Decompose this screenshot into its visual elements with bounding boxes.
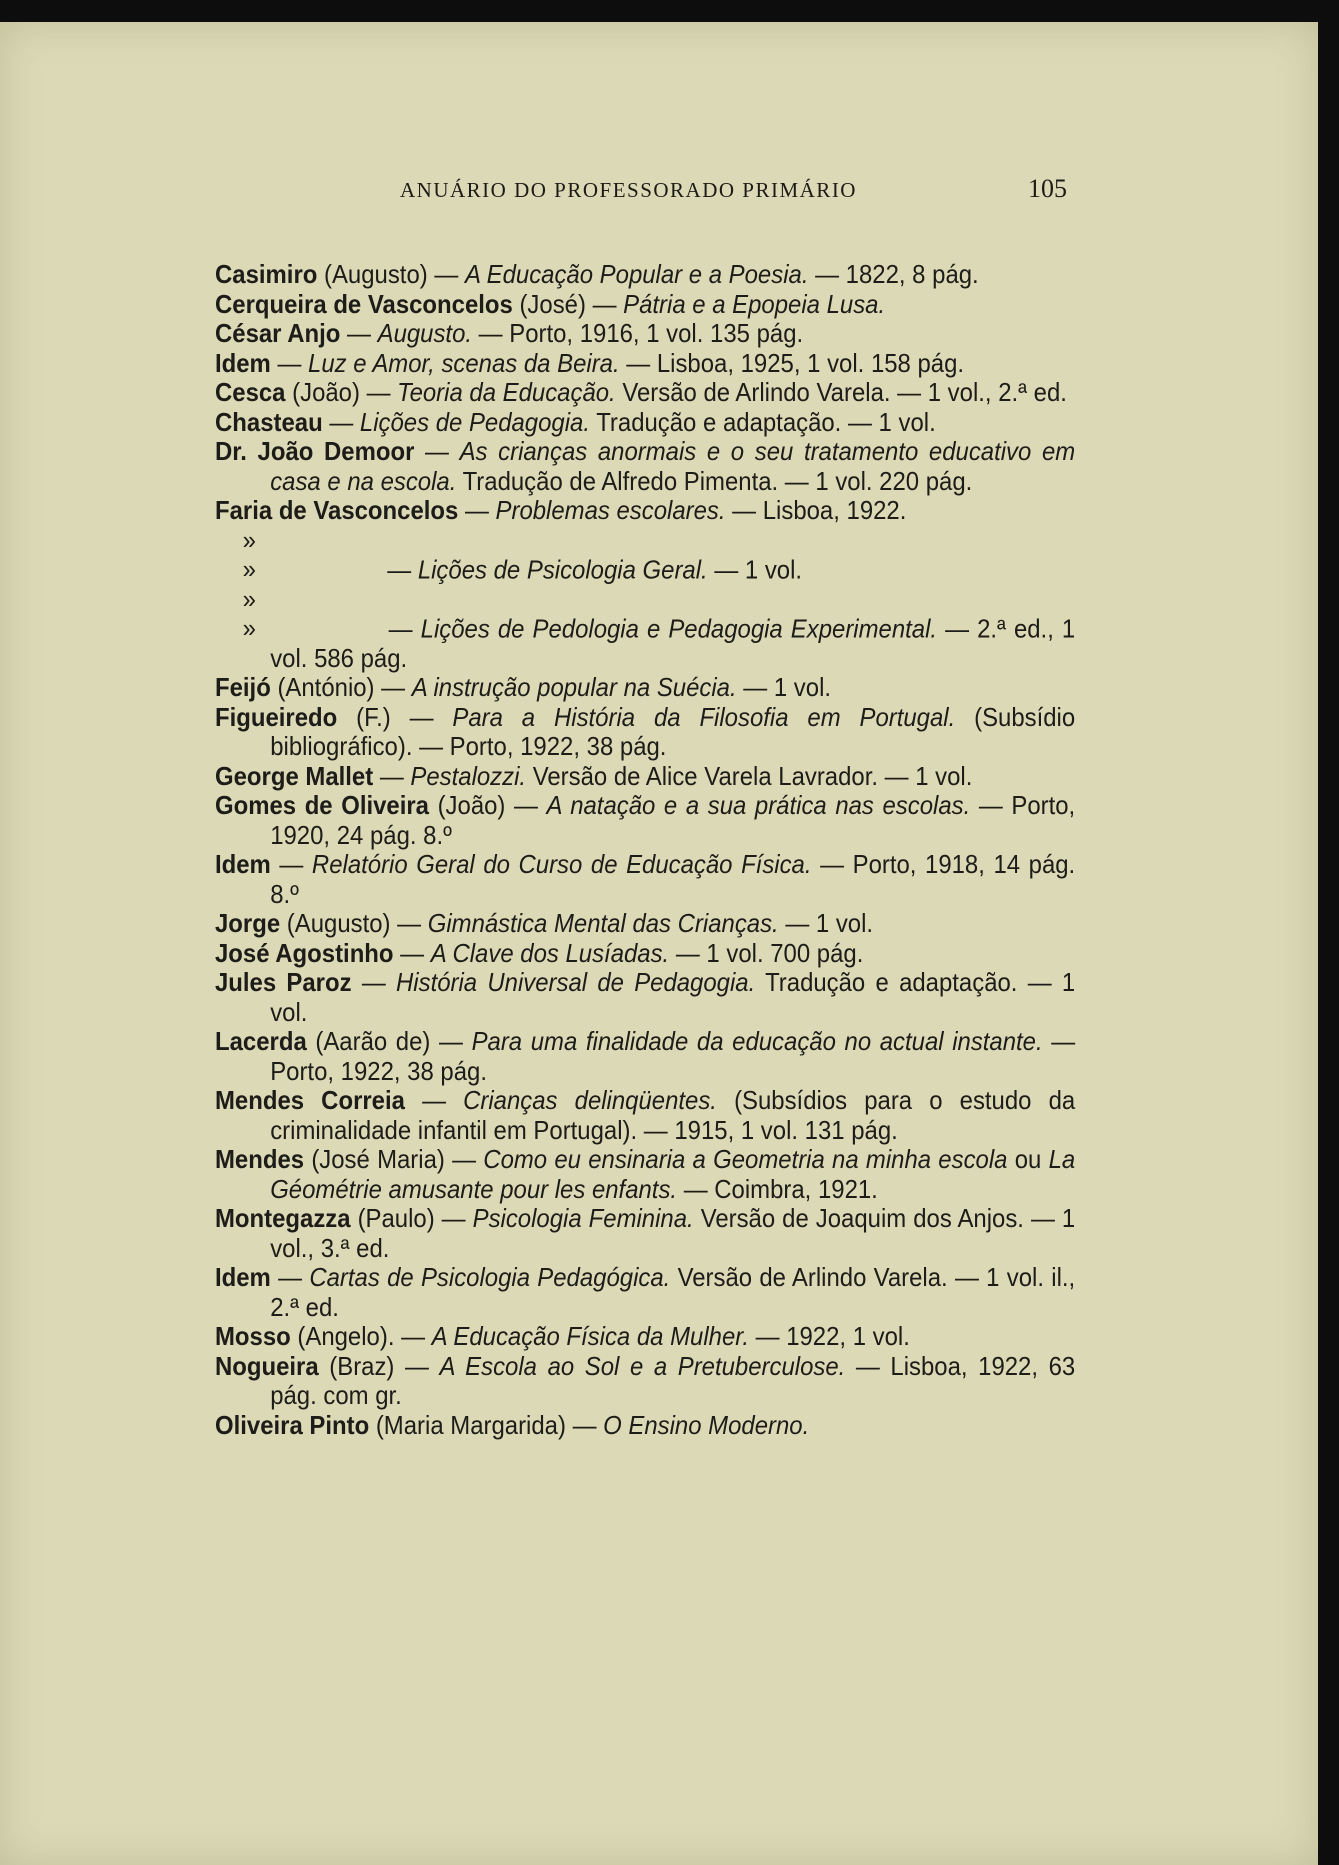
bibliography-entry: [215, 1352, 1075, 1411]
bibliography-entry: [215, 762, 1075, 792]
ditto-mark: »: [242, 524, 256, 555]
ditto-mark: »: [242, 613, 256, 643]
entry-publication-info: — Porto, 1918, 14 pág. 8.º: [270, 849, 1076, 909]
entry-author-detail: —: [404, 1085, 464, 1115]
entry-publication-info: — 1922, 1 vol.: [748, 1321, 910, 1351]
entry-title: Pestalozzi.: [410, 760, 527, 791]
entry-publication-info: — Coimbra, 1921.: [677, 1173, 878, 1204]
bibliography-entry: [215, 850, 1075, 909]
bibliography-entry: [215, 319, 1075, 349]
entry-author-detail: (Augusto) —: [317, 259, 465, 289]
entry-author: Gomes de Oliveira: [215, 790, 429, 820]
entry-title: O Ensino Moderno.: [603, 1409, 810, 1440]
entry-author: George Mallet: [215, 760, 374, 791]
entry-connector: ou: [1007, 1144, 1049, 1174]
entry-alt-title: La Géométrie amusante pour les enfants.: [270, 1144, 1076, 1204]
entry-author-detail: (Paulo) —: [350, 1203, 473, 1233]
bibliography-entry: [215, 585, 1075, 674]
entry-author-detail: —: [322, 406, 360, 437]
entry-author-detail: —: [351, 967, 397, 997]
ditto-marks: [215, 585, 381, 644]
entry-author-detail: (António) —: [270, 672, 412, 702]
entry-publication-info: Versão de Arlindo Varela. — 1 vol., 2.ª ed.: [615, 377, 1067, 407]
entry-publication-info: — Lisboa, 1922, 63 pág. com gr.: [270, 1350, 1076, 1410]
entry-author: Mosso: [215, 1321, 291, 1351]
entry-title: Relatório Geral do Curso de Educação Física.: [311, 849, 812, 879]
entry-title: Pátria e a Epopeia Lusa.: [623, 288, 886, 319]
scan-border-top: [0, 0, 1339, 22]
entry-title: A Educação Popular e a Poesia.: [464, 259, 809, 289]
entry-author: Feijó: [215, 672, 271, 702]
bibliography-entry: [215, 526, 1075, 585]
entry-author-detail: (João) —: [428, 790, 547, 820]
bibliography-entry: [215, 939, 1075, 969]
bibliography-entry: [215, 1322, 1075, 1352]
entry-publication-info: — 1 vol.: [778, 908, 874, 938]
bibliography-entry: [215, 290, 1075, 320]
entry-title: Augusto.: [377, 318, 473, 348]
entry-author: Cesca: [215, 377, 286, 407]
page-number: 105: [1028, 174, 1067, 203]
entry-author: Oliveira Pinto: [215, 1409, 370, 1440]
entry-publication-info: — 1822, 8 pág.: [808, 259, 979, 289]
entry-title: A Educação Física da Mulher.: [431, 1321, 749, 1351]
entry-author: Idem: [215, 347, 271, 378]
entry-author-detail: —: [414, 436, 460, 466]
bibliography-entry: [215, 349, 1075, 379]
entry-title: Cartas de Psicologia Pedagógica.: [309, 1262, 671, 1292]
entry-author-detail: (Angelo). —: [290, 1321, 432, 1351]
bibliography-entry: [215, 1086, 1075, 1145]
entry-author: Jorge: [215, 908, 281, 938]
entry-author: Mendes: [215, 1144, 305, 1174]
ditto-mark: »: [242, 554, 256, 584]
entry-author-detail: (Augusto) —: [280, 908, 428, 938]
entry-author-detail: —: [380, 613, 421, 643]
entry-publication-info: — 2.ª ed., 1 vol. 586 pág.: [270, 613, 1076, 673]
entry-title: A Escola ao Sol e a Pretuberculose.: [439, 1350, 846, 1381]
bibliography-entry: [215, 968, 1075, 1027]
entry-title: Para uma finalidade da educação no actual instante.: [471, 1026, 1043, 1056]
entry-author: Faria de Vasconcelos: [215, 495, 459, 525]
entry-author-detail: (João) —: [285, 377, 398, 407]
entry-author: Cerqueira de Vasconcelos: [215, 288, 513, 319]
entry-publication-info: Tradução de Alfredo Pimenta. — 1 vol. 220 pág.: [456, 465, 973, 496]
scan-border-right: [1318, 0, 1339, 1865]
bibliography-entry: [215, 437, 1075, 496]
entry-author: Mendes Correia: [215, 1085, 405, 1115]
entry-author: Jules Paroz: [215, 967, 352, 997]
entry-publication-info: — 1 vol.: [707, 554, 803, 584]
entry-publication-info: — Lisboa, 1922.: [725, 495, 907, 525]
entry-author: Chasteau: [215, 406, 323, 437]
bibliography-entry: [215, 260, 1075, 290]
entry-publication-info: Tradução e adaptação. — 1 vol.: [589, 406, 936, 437]
entry-author-detail: —: [270, 347, 309, 378]
bibliography-entry: [215, 703, 1075, 762]
bibliography-entry: [215, 408, 1075, 438]
entry-title: A instrução popular na Suécia.: [411, 672, 737, 702]
entry-author: Dr. João Demoor: [215, 436, 415, 466]
entry-publication-info: — 1 vol. 700 pág.: [669, 937, 864, 968]
entry-author-detail: (Braz) —: [318, 1350, 440, 1381]
bibliography-entry: [215, 378, 1075, 408]
entry-author-detail: —: [380, 554, 418, 584]
entry-title: Luz e Amor, scenas da Beira.: [308, 347, 620, 378]
bibliography-entry: [215, 1204, 1075, 1263]
entry-title: História Universal de Pedagogia.: [396, 967, 756, 997]
entry-title: Lições de Psicologia Geral.: [417, 554, 708, 584]
entry-title: Lições de Pedagogia.: [359, 406, 590, 437]
entry-title: A Clave dos Lusíadas.: [430, 937, 670, 968]
entry-author-detail: (José) —: [512, 288, 624, 319]
entry-author-detail: —: [340, 318, 378, 348]
header-title: ANUÁRIO DO PROFESSORADO PRIMÁRIO: [400, 178, 857, 202]
entry-publication-info: Tradução e adaptação. — 1 vol.: [270, 967, 1076, 1027]
entry-title: Para a História da Filosofia em Portugal.: [452, 701, 956, 732]
entry-author-detail: —: [270, 1262, 310, 1292]
entry-author-detail: (José Maria) —: [304, 1144, 484, 1174]
entry-author-detail: —: [270, 849, 312, 879]
entry-author: Figueiredo: [215, 701, 338, 732]
entry-author-detail: (F.) —: [337, 701, 453, 732]
bibliography-entry: [215, 1263, 1075, 1322]
entry-author: Idem: [215, 1262, 271, 1292]
entry-publication-info: (Subsídios para o estudo da criminalidade infantil em Portugal). — 1915, 1 vol. 131 pág.: [270, 1085, 1076, 1145]
bibliography-entry: [215, 909, 1075, 939]
entry-author: Lacerda: [215, 1026, 307, 1056]
entry-publication-info: — 1 vol.: [736, 672, 832, 702]
entry-publication-info: Versão de Arlindo Varela. — 1 vol. il., 2.ª ed.: [270, 1262, 1076, 1322]
entry-title: Crianças delinqüentes.: [463, 1085, 717, 1115]
entry-author-detail: —: [393, 937, 431, 968]
bibliography-list: [215, 260, 1075, 1440]
bibliography-entry: [215, 496, 1075, 526]
entry-title: Psicologia Feminina.: [472, 1203, 694, 1233]
entry-author-detail: —: [458, 495, 496, 525]
bibliography-entry: [215, 673, 1075, 703]
book-page: [0, 22, 1318, 1865]
entry-title: Gimnástica Mental das Crianças.: [427, 908, 779, 938]
bibliography-entry: [215, 1411, 1075, 1441]
bibliography-entry: [215, 791, 1075, 850]
running-header: [0, 174, 1318, 208]
entry-publication-info: — Porto, 1916, 1 vol. 135 pág.: [472, 318, 804, 348]
entry-title: A natação e a sua prática nas escolas.: [546, 790, 971, 820]
entry-author-detail: (Maria Margarida) —: [369, 1409, 604, 1440]
entry-author: Idem: [215, 849, 271, 879]
entry-title: Lições de Pedologia e Pedagogia Experimental.: [420, 613, 938, 643]
ditto-mark: »: [242, 583, 256, 614]
entry-title: Como eu ensinaria a Geometria na minha escola: [483, 1144, 1008, 1174]
entry-author: César Anjo: [215, 318, 341, 348]
entry-title: Problemas escolares.: [495, 495, 726, 525]
entry-publication-info: Versão de Alice Varela Lavrador. — 1 vol.: [526, 760, 973, 791]
entry-author-detail: —: [373, 760, 411, 791]
entry-author: José Agostinho: [215, 937, 394, 968]
entry-author: Montegazza: [215, 1203, 351, 1233]
entry-publication-info: Versão de Joaquim dos Anjos. — 1 vol., 3.ª ed.: [270, 1203, 1076, 1263]
entry-author: Nogueira: [215, 1350, 319, 1381]
entry-title: Teoria da Educação.: [397, 377, 616, 407]
entry-publication-info: — Porto, 1922, 38 pág.: [270, 1026, 1076, 1086]
entry-author: Casimiro: [215, 259, 318, 289]
entry-publication-info: — Porto, 1920, 24 pág. 8.º: [270, 790, 1076, 850]
bibliography-entry: [215, 1027, 1075, 1086]
ditto-marks: [215, 526, 381, 585]
entry-author-detail: (Aarão de) —: [306, 1026, 472, 1056]
entry-publication-info: (Subsídio bibliográfico). — Porto, 1922, 38 pág.: [270, 701, 1076, 761]
entry-publication-info: — Lisboa, 1925, 1 vol. 158 pág.: [619, 347, 965, 378]
bibliography-entry: [215, 1145, 1075, 1204]
entry-title: As crianças anormais e o seu tratamento educativo em casa e na escola.: [270, 436, 1076, 496]
